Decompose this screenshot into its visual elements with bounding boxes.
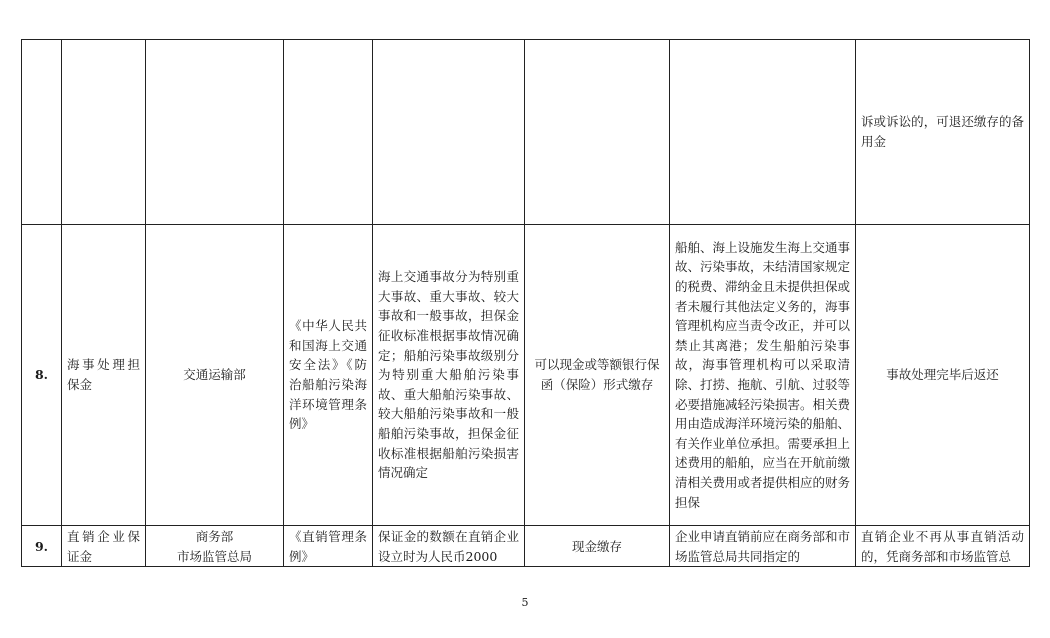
department-line: 市场监管总局 [176,548,252,564]
department-line: 商务部 [195,529,234,544]
cell-legal-basis: 《中华人民共和国海上交通安全法》《防治船舶污染海洋环境管理条例》 [284,225,373,526]
cell-name: 直销企业保证金 [62,526,146,567]
cell-legal-basis: 《直销管理条例》 [284,526,373,567]
guarantee-fund-table [21,39,1030,567]
cell-number: 8. [22,225,62,526]
cell-method: 现金缴存 [525,526,670,567]
table-row [22,526,1030,567]
cell-use [670,40,856,225]
cell-refund: 诉或诉讼的，可退还缴存的备用金 [856,40,1030,225]
cell-department [146,40,284,225]
cell-refund: 直销企业不再从事直销活动的，凭商务部和市场监管总 [856,526,1030,567]
cell-standard: 保证金的数额在直销企业设立时为人民币2000 [373,526,525,567]
cell-number: 9. [22,526,62,567]
page-number: 5 [521,596,529,609]
cell-department [146,526,284,567]
cell-legal-basis [284,40,373,225]
cell-use: 船舶、海上设施发生海上交通事故、污染事故，未结清国家规定的税费、滞纳金且未提供担保或者未履行其他法定义务的，海事管理机构应当责令改正，并可以禁止其离港；发生船舶污染事故，海事管理机构可以采取清除、打捞、拖航、引航、过驳等必要措施减轻污染损害。相关费用由造成海洋环境污染的船舶、有关作业单位承担。需要承担上述费用的船舶，应当在开航前缴清相关费用或者提供相应的财务担保 [670,225,856,526]
cell-standard [373,40,525,225]
cell-method: 可以现金或等额银行保函（保险）形式缴存 [525,225,670,526]
cell-standard: 海上交通事故分为特别重大事故、重大事故、较大事故和一般事故，担保金征收标准根据事故情况确定；船舶污染事故级别分为特别重大船舶污染事故、重大船舶污染事故、较大船舶污染事故和一般船舶污染事故，担保金征收标准根据船舶污染损害情况确定 [373,225,525,526]
cell-name [62,40,146,225]
cell-method [525,40,670,225]
cell-name: 海事处理担保金 [62,225,146,526]
table-row [22,40,1030,225]
cell-refund: 事故处理完毕后返还 [856,225,1030,526]
cell-department: 交通运输部 [146,225,284,526]
cell-number [22,40,62,225]
cell-use: 企业申请直销前应在商务部和市场监管总局共同指定的 [670,526,856,567]
table-row [22,225,1030,526]
